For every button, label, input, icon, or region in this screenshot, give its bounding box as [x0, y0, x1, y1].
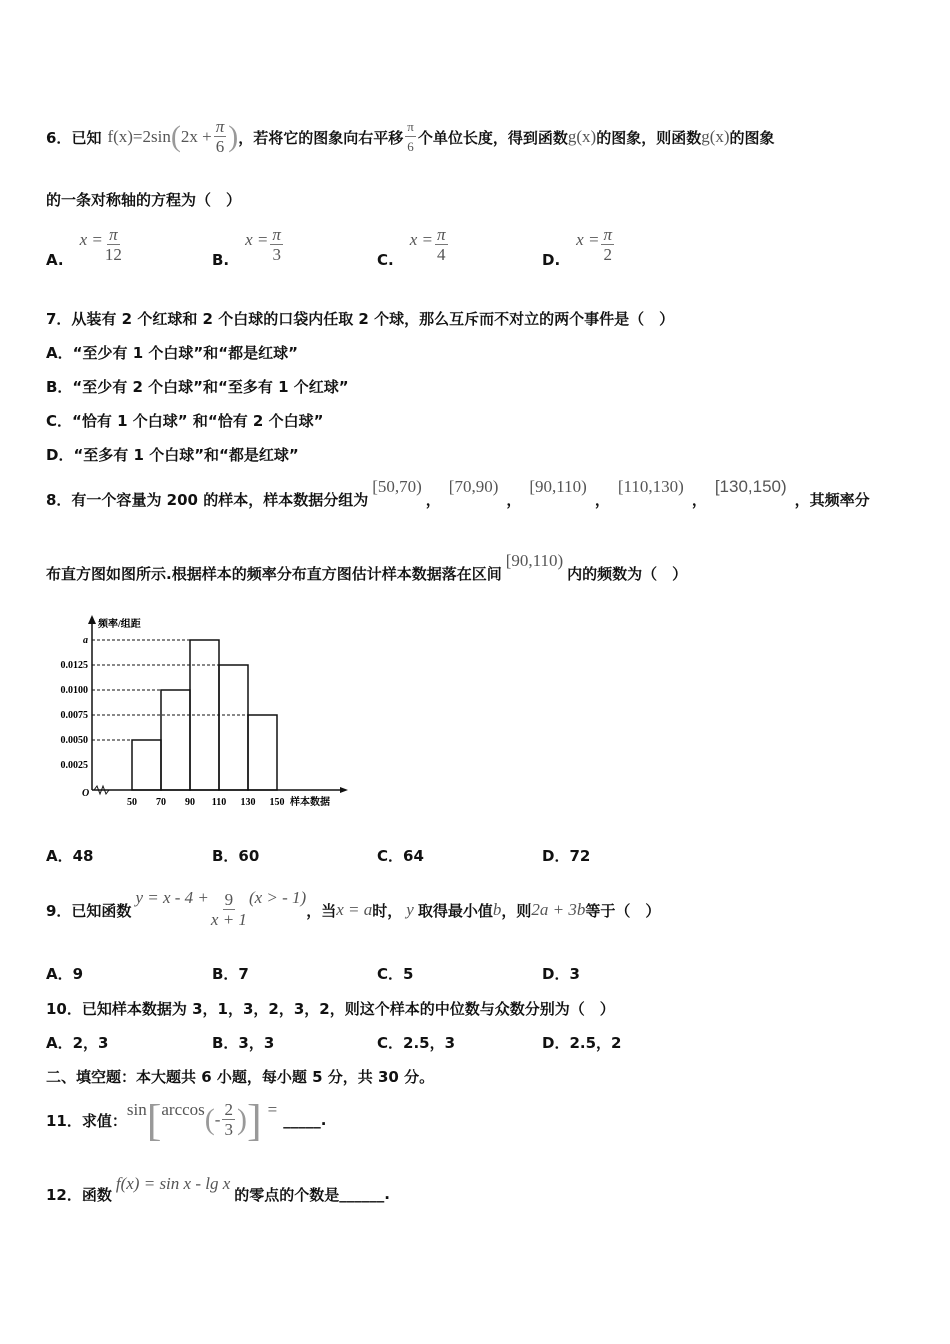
- q6-option-a[interactable]: [46, 225, 124, 269]
- q11-num: 2: [224, 1099, 233, 1119]
- q8-interval: [90,110): [505, 551, 564, 570]
- option-label: B.: [212, 250, 230, 269]
- y-tick-label: 0.0025: [60, 760, 88, 771]
- x-tick-label: 50: [127, 797, 137, 808]
- y-tick-label: 0.0125: [60, 660, 88, 671]
- q11-text: 11．求值：: [46, 1111, 127, 1130]
- q9-option-a[interactable]: A．9: [46, 965, 84, 983]
- q6-text: 的图象: [729, 128, 775, 147]
- sep: ，: [506, 490, 522, 509]
- q6-text: 已知: [71, 128, 102, 147]
- q9-b: b: [492, 900, 502, 919]
- q8-text: 内的频数为（ ）: [567, 564, 688, 583]
- q10-option-a[interactable]: A．2，3: [46, 1034, 109, 1052]
- q6-text: 的图象，则函数: [596, 128, 702, 147]
- q8-option-d[interactable]: D．72: [542, 847, 591, 865]
- histogram-bar: [248, 715, 277, 790]
- y-tick-label: 0.0075: [60, 710, 88, 721]
- option-lhs: x =: [576, 229, 600, 249]
- option-label: A.: [46, 250, 64, 269]
- q9-y: y: [406, 900, 414, 919]
- x-tick-label: 70: [156, 797, 166, 808]
- q7-option-d[interactable]: D．“至多有 1 个白球”和“都是红球”: [46, 446, 299, 464]
- x-axis-arrow: [340, 787, 348, 793]
- option-den: 2: [603, 245, 612, 264]
- q12-answer-blank[interactable]: ______.: [339, 1185, 390, 1203]
- q8-line2: [46, 552, 687, 594]
- q9-den: x + 1: [210, 909, 247, 929]
- q6-g: g(x): [701, 127, 730, 146]
- option-lhs: x =: [245, 229, 269, 249]
- q6-formula-f: f(x)=2sin: [107, 127, 171, 146]
- q11-arccos: arccos: [161, 1100, 205, 1119]
- q8-option-b[interactable]: B．60: [212, 847, 260, 865]
- section-2-heading: 二、填空题：本大题共 6 小题，每小题 5 分，共 30 分。: [46, 1068, 435, 1086]
- question-12: [46, 1174, 390, 1214]
- sep: ，: [425, 490, 441, 509]
- q7-option-c[interactable]: C．“恰有 1 个白球” 和“恰有 2 个白球”: [46, 412, 324, 430]
- q11-eq: =: [267, 1100, 278, 1119]
- q9-cond: x = a: [336, 900, 373, 919]
- q11-sin: sin: [126, 1100, 147, 1119]
- q10-option-c[interactable]: C．2.5，3: [377, 1034, 456, 1052]
- q8-group: [130,150): [714, 477, 787, 496]
- x-tick-label: 130: [240, 797, 256, 808]
- x-tick-label: 150: [269, 797, 285, 808]
- q8-text: ，其频率分: [794, 490, 870, 509]
- q9-text: ，则: [501, 901, 532, 920]
- option-label: C.: [377, 250, 394, 269]
- y-tick-label: 0.0050: [60, 735, 88, 746]
- histogram-bar: [132, 740, 161, 790]
- q11-den: 3: [224, 1119, 233, 1139]
- option-num: π: [109, 225, 118, 244]
- q6-text: ，若将它的图象向右平移: [238, 128, 404, 147]
- q9-num: 9: [224, 889, 234, 909]
- q8-group: [110,130): [617, 477, 684, 496]
- q10-option-b[interactable]: B．3，3: [212, 1034, 275, 1052]
- q9-domain: (x > - 1): [248, 888, 307, 907]
- question-6: 6． 已知 f(x)=2sin ( 2x + $\frac{\pi}{6}$ ) ，若将它的图象向右平移 π 6 个单位长度，得到函数 g(x) 的图象，则函数 g(x) 的图象: [46, 116, 775, 156]
- sep: ，: [691, 490, 707, 509]
- y-tick-label: a: [83, 635, 88, 646]
- y-tick-label: 0.0100: [60, 685, 88, 696]
- q6-shift-six: 6: [407, 138, 414, 154]
- q8-option-a[interactable]: A．48: [46, 847, 94, 865]
- q9-formula: y = x - 4 +: [135, 888, 209, 907]
- q6-option-c[interactable]: [377, 225, 450, 269]
- q6-option-b[interactable]: [212, 225, 285, 269]
- option-num: π: [603, 225, 612, 244]
- q6-option-d[interactable]: [542, 225, 616, 269]
- q12-text: 的零点的个数是: [234, 1185, 340, 1204]
- x-axis-label: 样本数据: [290, 797, 330, 808]
- q6-formula-inner: 2x +: [180, 127, 212, 146]
- x-tick-label: 110: [211, 797, 227, 808]
- q9-text: 9．已知函数: [46, 901, 132, 920]
- q9-option-b[interactable]: B．7: [212, 965, 249, 983]
- q7-option-b[interactable]: B．“至少有 2 个白球”和“至多有 1 个红球”: [46, 378, 349, 396]
- q11-minus: -: [214, 1110, 221, 1129]
- q6-number: 6．: [46, 128, 72, 147]
- q6-g: g(x): [567, 127, 597, 146]
- question-9: [46, 880, 660, 940]
- origin-label: O: [82, 788, 90, 799]
- q9-text: 等于（ ）: [585, 901, 661, 920]
- q10-option-d[interactable]: D．2.5，2: [542, 1034, 622, 1052]
- q11-answer-blank[interactable]: _____.: [283, 1111, 327, 1129]
- option-num: π: [272, 225, 281, 244]
- sep: ，: [594, 490, 610, 509]
- q8-option-c[interactable]: C．64: [377, 847, 424, 865]
- q6-pi: π: [215, 116, 225, 136]
- q6-text: 个单位长度，得到函数: [417, 128, 568, 147]
- histogram-bar: [219, 665, 248, 790]
- option-den: 4: [437, 245, 446, 264]
- q8-text: 8．有一个容量为 200 的样本，样本数据分组为: [46, 490, 369, 509]
- q8-group: [70,90): [448, 477, 499, 496]
- x-tick-label: 90: [185, 797, 195, 808]
- option-num: π: [437, 225, 446, 244]
- question-8: [46, 478, 870, 520]
- q6-line2: 的一条对称轴的方程为（ ）: [46, 191, 242, 209]
- q6-six: 6: [215, 136, 225, 156]
- q6-shift-pi: π: [405, 118, 416, 137]
- q10-stem: 10．已知样本数据为 3，1，3，2，3，2，则这个样本的中位数与众数分别为（ ）: [46, 1000, 615, 1018]
- q9-option-d[interactable]: D．3: [542, 965, 580, 983]
- option-label: D.: [542, 250, 561, 269]
- q8-group: [90,110): [529, 477, 587, 496]
- q12-text: 12．函数: [46, 1185, 112, 1204]
- y-axis-arrow: [88, 615, 96, 624]
- q9-text: ，当: [306, 901, 337, 920]
- option-lhs: x =: [409, 229, 433, 249]
- frequency-histogram: [40, 605, 360, 820]
- q7-option-a[interactable]: A．“至少有 1 个白球”和“都是红球”: [46, 344, 298, 362]
- q9-option-c[interactable]: C．5: [377, 965, 414, 983]
- q7-stem: 7．从装有 2 个红球和 2 个白球的口袋内任取 2 个球，那么互斥而不对立的两个事件是（ ）: [46, 310, 675, 328]
- option-den: 3: [272, 245, 281, 264]
- y-axis-label: 频率/组距: [98, 619, 141, 630]
- q12-formula: f(x) = sin x - lg x: [115, 1174, 231, 1193]
- histogram-bar: [161, 690, 190, 790]
- q9-text: 时，: [372, 901, 403, 920]
- option-lhs: x =: [79, 229, 103, 249]
- option-den: 12: [104, 245, 122, 264]
- q9-text: 取得最小值: [417, 901, 493, 920]
- q8-group: [50,70): [372, 477, 422, 496]
- question-11: 11．求值： sin [ arccos ( - $\frac{2}{3}$ ) ] = _____.: [46, 1095, 327, 1145]
- q9-expr: 2a + 3b: [531, 900, 586, 919]
- q8-text: 布直方图如图所示.根据样本的频率分布直方图估计样本数据落在区间: [46, 564, 502, 583]
